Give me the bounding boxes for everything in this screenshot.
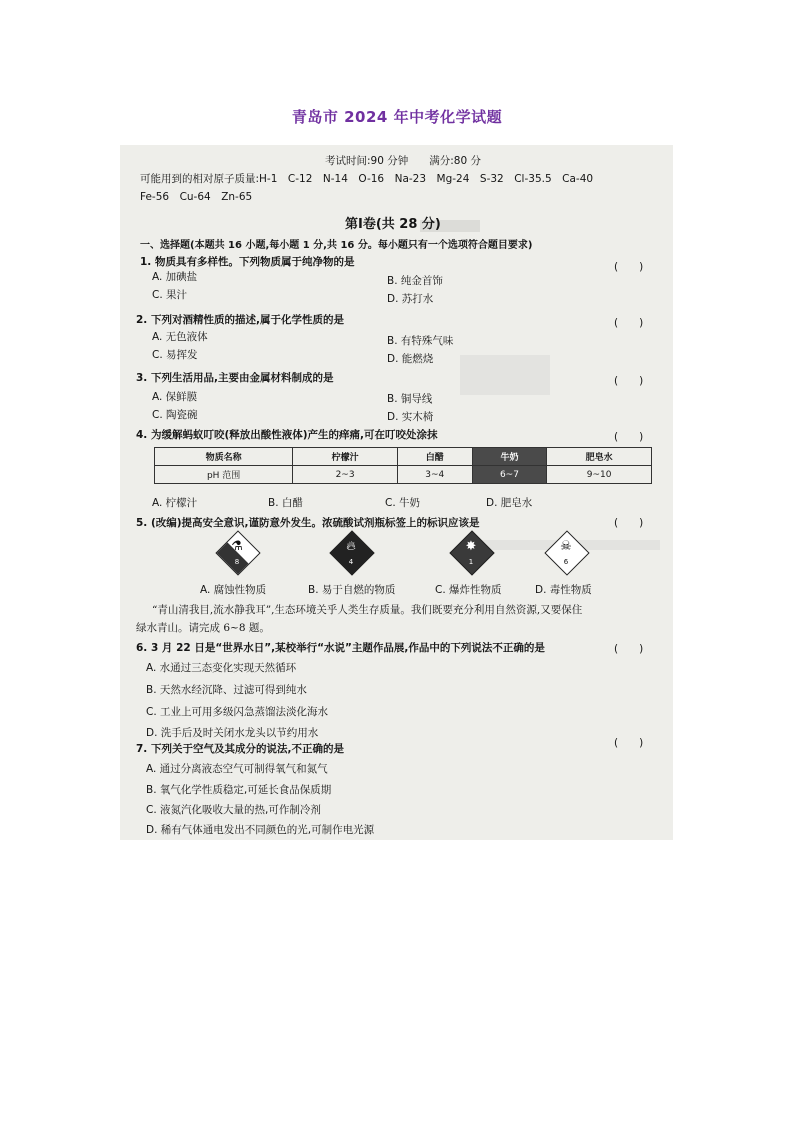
explosion-icon: ✸ (465, 539, 477, 554)
corrosive-icon: ⚗ (231, 539, 243, 554)
q6-answer-paren: ( ) (614, 643, 644, 655)
q4-answer-paren: ( ) (614, 431, 644, 443)
q2-stem: 2. 下列对酒精性质的描述,属于化学性质的是 (136, 314, 344, 326)
section-title: 第Ⅰ卷(共 28 分) (345, 217, 441, 232)
flammable-sign (330, 531, 372, 573)
q2-option-c: C. 易挥发 (152, 349, 198, 361)
q3-option-c: C. 陶瓷碗 (152, 409, 198, 421)
corrosive-sign (216, 531, 258, 573)
q6-option-d: D. 洗手后及时关闭水龙头以节约用水 (146, 727, 319, 739)
ph-table-cell: 2~3 (293, 466, 398, 484)
q7-answer-paren: ( ) (614, 737, 644, 749)
bleed-mark (460, 355, 550, 395)
q4-option-d: D. 肥皂水 (486, 497, 533, 509)
q7-option-b: B. 氧气化学性质稳定,可延长食品保质期 (146, 784, 332, 796)
ph-table-cell: pH 范围 (155, 466, 293, 484)
skull-icon: ☠ (560, 539, 572, 554)
atomic-masses-line-1: 可能用到的相对原子质量:H-1 C-12 N-14 O-16 Na-23 Mg-24 S-32 Cl-35.5 Ca-40 (140, 173, 594, 185)
q1-option-d: D. 苏打水 (387, 293, 434, 305)
q7-option-c: C. 液氮汽化吸收大量的热,可作制冷剂 (146, 804, 321, 816)
q3-option-d: D. 实木椅 (387, 411, 434, 423)
q2-option-d: D. 能燃烧 (387, 353, 434, 365)
q5-option-a: A. 腐蚀性物质 (200, 584, 267, 596)
sign-number: 8 (234, 558, 240, 566)
exam-time-score: 考试时间:90 分钟 满分:80 分 (325, 155, 481, 167)
q2-option-a: A. 无色液体 (152, 331, 208, 343)
flame-icon: 🔥︎ (346, 539, 356, 554)
sign-number: 4 (348, 558, 354, 566)
q1-option-c: C. 果汁 (152, 289, 188, 301)
q1-answer-paren: ( ) (614, 261, 644, 273)
ph-table-cell: 6~7 (472, 466, 547, 484)
ph-table (154, 447, 652, 484)
ph-table-cell: 9~10 (547, 466, 652, 484)
scanned-exam-page (120, 145, 673, 840)
toxic-sign (545, 531, 587, 573)
q5-option-c: C. 爆炸性物质 (435, 584, 502, 596)
q4-stem: 4. 为缓解蚂蚁叮咬(释放出酸性液体)产生的痒痛,可在叮咬处涂抹 (136, 429, 438, 441)
passage-line-1: “青山清我目,流水静我耳”,生态环境关乎人类生存质量。我们既要充分利用自然资源,又要保住 (152, 604, 583, 616)
q4-option-b: B. 白醋 (268, 497, 303, 509)
q3-option-b: B. 铜导线 (387, 393, 433, 405)
q5-answer-paren: ( ) (614, 517, 644, 529)
q6-option-b: B. 天然水经沉降、过滤可得到纯水 (146, 684, 307, 696)
sign-number: 6 (563, 558, 569, 566)
q1-option-a: A. 加碘盐 (152, 271, 198, 283)
page-title: 青岛市 2024 年中考化学试题 (291, 108, 503, 126)
q1-stem: 1. 物质具有多样性。下列物质属于纯净物的是 (140, 256, 355, 268)
atomic-masses-line-2: Fe-56 Cu-64 Zn-65 (140, 191, 253, 203)
q5-option-d: D. 毒性物质 (535, 584, 592, 596)
q3-option-a: A. 保鲜膜 (152, 391, 198, 403)
ph-table-header-cell: 牛奶 (472, 448, 547, 466)
q7-option-a: A. 通过分离液态空气可制得氧气和氮气 (146, 763, 328, 775)
q3-stem: 3. 下列生活用品,主要由金属材料制成的是 (136, 372, 334, 384)
section-intro: 一、选择题(本题共 16 小题,每小题 1 分,共 16 分。每小题只有一个选项符合题目要求) (140, 240, 533, 251)
q5-option-b: B. 易于自燃的物质 (308, 584, 396, 596)
q2-option-b: B. 有特殊气味 (387, 335, 454, 347)
ph-table-header-cell: 物质名称 (155, 448, 293, 466)
q4-option-a: A. 柠檬汁 (152, 497, 198, 509)
q3-answer-paren: ( ) (614, 375, 644, 387)
ph-table-header-cell: 肥皂水 (547, 448, 652, 466)
q6-option-a: A. 水通过三态变化实现天然循环 (146, 662, 297, 674)
q4-option-c: C. 牛奶 (385, 497, 421, 509)
ph-table-header-cell: 白醋 (397, 448, 472, 466)
ph-table-header-row (155, 448, 652, 466)
q7-option-d: D. 稀有气体通电发出不同颜色的光,可制作电光源 (146, 824, 375, 836)
q2-answer-paren: ( ) (614, 317, 644, 329)
sign-number: 1 (468, 558, 474, 566)
passage-line-2: 绿水青山。请完成 6~8 题。 (136, 622, 270, 634)
q7-stem: 7. 下列关于空气及其成分的说法,不正确的是 (136, 743, 344, 755)
ph-table-row (155, 466, 652, 484)
q6-option-c: C. 工业上可用多级闪急蒸馏法淡化海水 (146, 706, 329, 718)
ph-table-header-cell: 柠檬汁 (293, 448, 398, 466)
q1-option-b: B. 纯金首饰 (387, 275, 443, 287)
q5-stem: 5. (改编)提高安全意识,谨防意外发生。浓硫酸试剂瓶标签上的标识应该是 (136, 517, 480, 529)
ph-table-cell: 3~4 (397, 466, 472, 484)
explosive-sign (450, 531, 492, 573)
q6-stem: 6. 3 月 22 日是“世界水日”,某校举行“水说”主题作品展,作品中的下列说法不正确的是 (136, 642, 545, 654)
